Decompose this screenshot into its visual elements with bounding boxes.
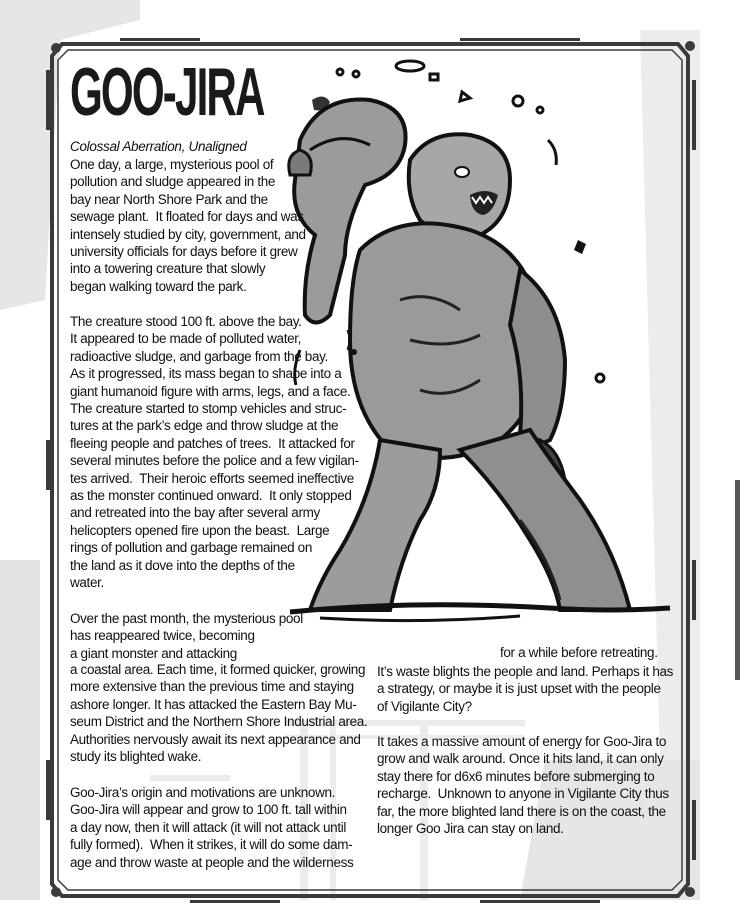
right-paragraph-1: It’s waste blights the people and land. Perhaps it has a strategy, or maybe it is just upset with the people of Vigilante City? <box>377 664 674 714</box>
creature-type: Colossal Aberration, Unaligned <box>70 139 247 154</box>
left-paragraph-3a: Over the past month, the mysterious pool has reappeared twice, becoming a giant monster and attacking <box>70 611 303 661</box>
page-title: GOO-JIRA <box>70 54 264 130</box>
left-paragraph-1: One day, a large, mysterious pool of pollution and sludge appeared in the bay near North Shore Park and the sewage plant. It floated for days and was intensely studied by city, government, and university officials for days before it grew into a towering creature that slowly began walking toward the park. <box>70 157 306 294</box>
right-paragraph-2: It takes a massive amount of energy for Goo-Jira to grow and walk around. Once it hits land, it can only stay there for d6x6 minutes before submerging to recharge. Unknown to anyone in Vigilante City thus far, the more blighted land there is on the coast, the longer Goo Jira can stay on land. <box>377 734 669 837</box>
right-line-continuation: for a while before retreating. <box>500 645 658 660</box>
left-paragraph-2: The creature stood 100 ft. above the bay. It appeared to be made of polluted water, radioactive sludge, and garbage from the bay. As it progressed, its mass began to shape into a giant humanoid figure with arms, legs, and a face. The creature started to stomp vehicles and struc- tures at the park’s edge and throw sludge at the fleeing people and patches of trees. It attacked for several minutes before the police and a few vigilan- tes arrived. Their heroic efforts seemed ineffective as the monster continued onward. It only stopped and retreated into the bay after several army helicopters opened fire upon the beast. Large rings of pollution and garbage remained on the land as it dove into the depths of the water. <box>70 314 359 591</box>
left-paragraph-4: Goo-Jira’s origin and motivations are unknown. Goo-Jira will appear and grow to 100 ft. tall within a day now, then it will attack (it will not attack until fully formed). When it strikes, it will do some dam- age and throw waste at people and the wilderness <box>70 785 354 870</box>
left-paragraph-3b: a coastal area. Each time, it formed quicker, growing more extensive than the previous time and staying ashore longer. It has attacked the Eastern Bay Mu- seum District and the Northern Shore Industrial area. Authorities nervously await its next appearance and study its blighted wake. <box>70 662 368 765</box>
